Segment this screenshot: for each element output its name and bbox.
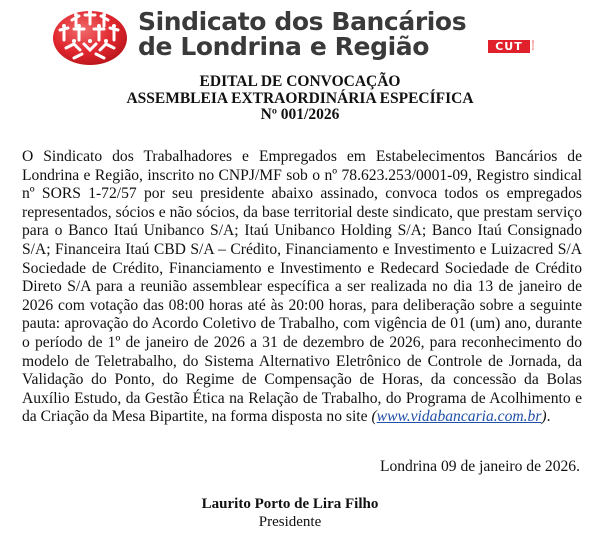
title-line-3: Nº 001/2026 [260,106,340,123]
organization-name-line2: de Londrina e Região [138,32,429,61]
paren-open: ( [371,408,377,426]
body-end: . [546,408,551,426]
signatory-name: Laurito Porto de Lira Filho [201,496,379,512]
cut-badge-subtext: BRASIL [531,40,535,51]
title-line-2: ASSEMBLEIA EXTRAORDINÁRIA ESPECÍFICA [126,89,474,107]
cut-badge: CUT [488,40,530,53]
date-line: Londrina 09 de janeiro de 2026. [379,458,580,475]
signature-block [201,495,379,531]
document-title [0,74,600,124]
organization-name [138,9,466,59]
notice-body [22,148,582,427]
website-link[interactable]: www.vidabancaria.com.br [376,408,542,426]
body-paragraph: O Sindicato dos Trabalhadores e Empregados em Estabelecimentos Bancários de Londrina e Região, inscrito no CNPJ/MF sob o nº 78.623.253/0001-09, Registro sindical nº SORS 1-72/57 por seu presidente abaixo assinado, convoca todos os empregados representados, sócios e não sócios, da base territorial deste sindicato, que prestam serviço para o Banco Itaú Unibanco S/A; Itaú Unibanco Holding S/A; Banco Itaú Consignado S/A; Financeira Itaú CBD S/A – Crédito, Financiamento e Investimento e Luizacred S/A Sociedade de Crédito, Financiamento e Investimento e Redecard Sociedade de Crédito Direto S/A para a reunião assemblear específica a ser realizada no dia 13 de janeiro de 2026 com votação das 08:00 horas até às 20:00 horas, para deliberação sobre a seguinte pauta: aprovação do Acordo Coletivo de Trabalho, com vigência de 01 (um) ano, durante o período de 1º de janeiro de 2026 a 31 de dezembro de 2026, para reconhecimento do modelo de Teletrabalho, do Sistema Alternativo Eletrônico de Controle de Jornada, da Validação do Ponto, do Regime de Compensação de Horas, da concessão da Bolas Auxílio Estudo, da Gestão Ética na Relação de Trabalho, do Programa de Acolhimento e da Criação da Mesa Bipartite, na forma disposta no site [22,148,582,426]
signatory-title: Presidente [258,514,322,530]
paren-close: ) [541,408,547,426]
organization-name-line1: Sindicato dos Bancários [138,7,467,36]
letterhead [0,0,600,70]
union-globe-logo-icon [52,10,128,66]
title-line-1: EDITAL DE CONVOCAÇÃO [199,73,401,90]
